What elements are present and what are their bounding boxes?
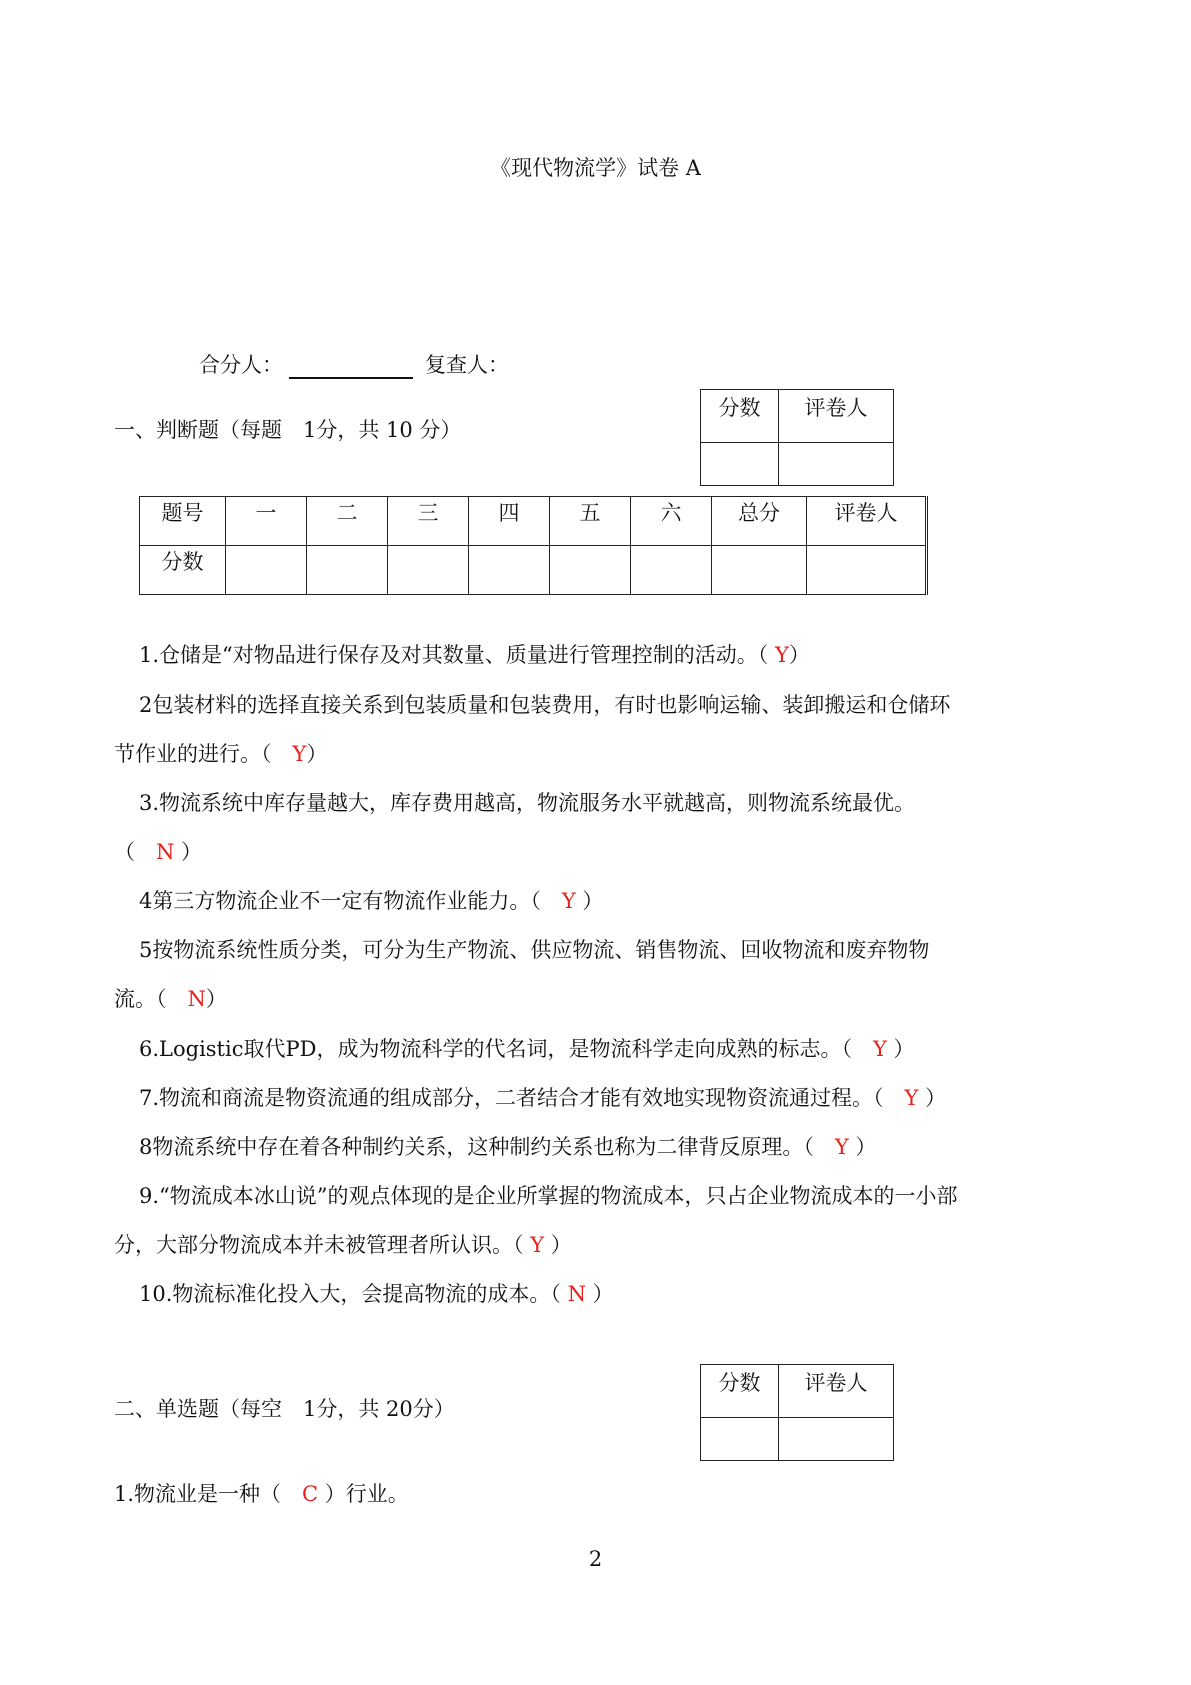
header-section-5: 五 bbox=[550, 497, 631, 546]
question-text: 8物流系统中存在着各种制约关系，这种制约关系也称为二律背反原理。（ bbox=[139, 1135, 835, 1159]
score-box-header-score: 分数 bbox=[701, 390, 779, 443]
question-5-continued bbox=[114, 983, 227, 1013]
answer: Y bbox=[530, 1233, 545, 1257]
question-text: 5按物流系统性质分类，可分为生产物流、供应物流、销售物流、回收物流和废弃物物 bbox=[139, 938, 930, 962]
question-6 bbox=[139, 1033, 915, 1063]
score-cell[interactable] bbox=[388, 546, 469, 595]
section1-score-box bbox=[700, 389, 894, 486]
question-2 bbox=[139, 689, 950, 719]
header-question-number: 题号 bbox=[140, 497, 226, 546]
question-close: ） bbox=[575, 889, 604, 913]
answer: Y bbox=[904, 1086, 919, 1110]
answer: Y bbox=[872, 1037, 887, 1061]
exam-title: 《现代物流学》试卷 A bbox=[490, 156, 701, 180]
question-close: ） bbox=[544, 1233, 572, 1257]
score-cell[interactable] bbox=[469, 546, 550, 595]
score-box-score-cell[interactable] bbox=[701, 1418, 779, 1461]
question-3-continued bbox=[114, 836, 202, 866]
answer: N bbox=[567, 1282, 586, 1306]
score-cell[interactable] bbox=[226, 546, 307, 595]
question-close: ） bbox=[585, 1282, 614, 1306]
header-section-3: 三 bbox=[388, 497, 469, 546]
score-box-grader-cell[interactable] bbox=[779, 1418, 894, 1461]
score-box-header-grader: 评卷人 bbox=[779, 1365, 894, 1418]
question-text: 4第三方物流企业不一定有物流作业能力。（ bbox=[139, 889, 562, 913]
question-5 bbox=[139, 934, 929, 964]
section2-question-1 bbox=[114, 1478, 409, 1508]
question-text: 10.物流标准化投入大，会提高物流的成本。（ bbox=[139, 1282, 568, 1306]
question-close: ） bbox=[205, 987, 227, 1011]
question-10 bbox=[139, 1278, 614, 1308]
header-section-2: 二 bbox=[307, 497, 388, 546]
answer: N bbox=[156, 840, 175, 864]
question-4 bbox=[139, 885, 603, 915]
question-1 bbox=[139, 639, 810, 669]
summary-score-table bbox=[139, 496, 928, 595]
header-grader: 评卷人 bbox=[807, 497, 927, 546]
question-text: 9.“物流成本冰山说”的观点体现的是企业所掌握的物流成本，只占企业物流成本的一小部 bbox=[139, 1184, 958, 1208]
question-text: 1.仓储是“对物品进行保存及对其数量、质量进行管理控制的活动。（ bbox=[139, 643, 775, 667]
answer: Y bbox=[834, 1135, 849, 1159]
question-text: 分，大部分物流成本并未被管理者所认识。（ bbox=[114, 1233, 531, 1257]
header-section-4: 四 bbox=[469, 497, 550, 546]
combiner-signature-line[interactable] bbox=[289, 355, 413, 379]
answer: Y bbox=[292, 742, 307, 766]
question-text: 7.物流和商流是物资流通的组成部分，二者结合才能有效地实现物资流通过程。（ bbox=[139, 1086, 905, 1110]
score-cell-grader[interactable] bbox=[807, 546, 927, 595]
score-box-header-score: 分数 bbox=[701, 1365, 779, 1418]
section2-heading: 二、单选题（每空 1分，共 20分） bbox=[114, 1397, 455, 1421]
header-section-1: 一 bbox=[226, 497, 307, 546]
score-cell-total[interactable] bbox=[712, 546, 807, 595]
reviewer-label: 复查人： bbox=[425, 353, 509, 377]
question-close: ）行业。 bbox=[318, 1482, 409, 1506]
header-total: 总分 bbox=[712, 497, 807, 546]
score-cell[interactable] bbox=[631, 546, 712, 595]
question-9-continued bbox=[114, 1229, 572, 1259]
answer: Y bbox=[774, 643, 789, 667]
answer: C bbox=[302, 1482, 319, 1506]
question-text: 2包装材料的选择直接关系到包装质量和包装费用，有时也影响运输、装卸搬运和仓储环 bbox=[139, 693, 951, 717]
header-section-6: 六 bbox=[631, 497, 712, 546]
question-7 bbox=[139, 1082, 946, 1112]
question-close: ） bbox=[886, 1037, 915, 1061]
question-8 bbox=[139, 1131, 876, 1161]
question-text: 节作业的进行。（ bbox=[114, 742, 293, 766]
page-number: 2 bbox=[588, 1547, 603, 1571]
question-close: ） bbox=[174, 840, 203, 864]
score-box-header-grader: 评卷人 bbox=[779, 390, 894, 443]
answer: Y bbox=[561, 889, 576, 913]
section1-heading: 一、判断题（每题 1分，共 10 分） bbox=[114, 418, 462, 442]
score-row-label: 分数 bbox=[140, 546, 226, 595]
score-cell[interactable] bbox=[307, 546, 388, 595]
section2-score-box bbox=[700, 1364, 894, 1461]
question-text: 流。（ bbox=[114, 987, 188, 1011]
question-2-continued bbox=[114, 738, 327, 768]
summary-header-row bbox=[140, 497, 927, 546]
score-box-grader-cell[interactable] bbox=[779, 443, 894, 486]
summary-score-row bbox=[140, 546, 927, 595]
question-3 bbox=[139, 787, 915, 817]
question-9 bbox=[139, 1180, 958, 1210]
question-close: ） bbox=[306, 742, 328, 766]
question-text: 6.Logistic取代PD，成为物流科学的代名词，是物流科学走向成熟的标志。（ bbox=[139, 1037, 873, 1061]
question-text: （ bbox=[114, 840, 156, 864]
sign-row bbox=[199, 349, 509, 379]
question-close: ） bbox=[918, 1086, 947, 1110]
combiner-label: 合分人： bbox=[199, 353, 283, 377]
answer: N bbox=[187, 987, 206, 1011]
question-close: ） bbox=[788, 643, 810, 667]
question-close: ） bbox=[848, 1135, 877, 1159]
score-cell[interactable] bbox=[550, 546, 631, 595]
score-box-score-cell[interactable] bbox=[701, 443, 779, 486]
question-text: 1.物流业是一种（ bbox=[114, 1482, 303, 1506]
question-text: 3.物流系统中库存量越大，库存费用越高，物流服务水平就越高，则物流系统最优。 bbox=[139, 791, 916, 815]
